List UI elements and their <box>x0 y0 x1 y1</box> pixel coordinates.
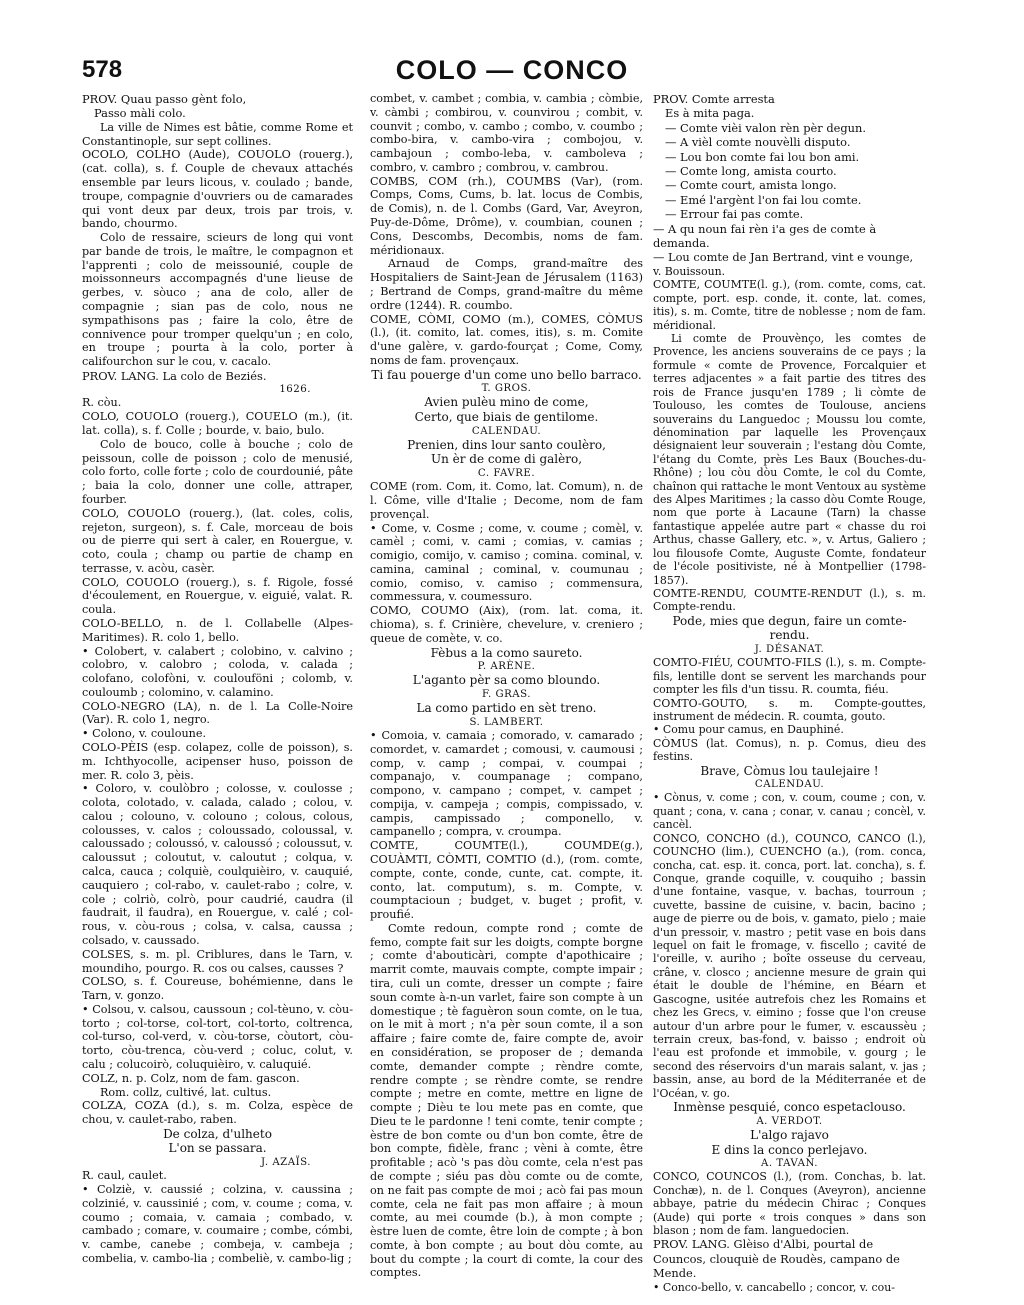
cross-reference-entry: • Comoia, v. camaia ; comorado, v. camarado ; comordet, v. camardet ; comousi, v. caumousi ; comp, v. camp ; compai, v. coumpai ; companajo, v. coumpanage ; compano, compono, v. campano ; compet, v. campet ; compija, v. campeja ; compis, compissado, v. campis, campissado ; componello, v. campanello ; compra, v. croumpa. <box>370 728 643 839</box>
entry-paragraph: Comte redoun, compte rond ; comte de femo, compte fait sur les doigts, compte borgne ; comte d'abouticàri, compte d'apothicaire ; marrit comte, mauvais compte, compte impair ; tira, culi un comte, dresser un compte ; faire soun comte à-n-un varlet, faire son compte à un domestique ; tè faguèron soun comte, on le tua, on le mit à mort ; n'a pèr soun comte, il a son affaire ; faire comte de, faire compte de, avoir en considération, se proposer de ; demanda comte, demander compte ; rèndre comte, rendre compte ; se rèndre comte, se rendre compte ; metre en comte, mettre en ligne de compte ; Dièu te lou mete pas en comte, que Dieu te le pardonne ! teni comte, tenir compte ; èstre de bon comte ou d'un bon comte, être de bon compte, fidèle, franc ; vèni à comte, être profitable ; acò 's pas dòu comte, cela n'est pas de compte ; siéu pas dòu comte ou de comte, on ne fait pas compte de moi ; acò fai pas moun comte, cela ne fait pas mon affaire ; à moun comte, au mei coumde (b.), à mon compte ; èstre luen de comte, être loin de compte ; à bon comte, à bon compte ; au bout dòu comte, au bout du compte ; la court di comte, la cour des comptes. <box>370 921 643 1280</box>
dictionary-entry: COLO, COUOLO (rouerg.), s. f. Rigole, fossé d'écoulement, en Rouergue, v. eiguié, valat. R. coula. <box>82 575 353 617</box>
citation-author: J. AZAÏS. <box>261 1157 311 1169</box>
citation-author: J. DÉSANAT. <box>754 644 825 656</box>
column-left <box>82 92 353 1266</box>
quotation-line: Avien pulèu mino de come, <box>424 395 589 410</box>
proverb-line: — Lou bon comte fai lou bon ami. <box>665 149 860 164</box>
dictionary-entry: COME (rom. Com, it. Como, lat. Comum), n. de l. Côme, ville d'Italie ; Decome, nom de fam provençal. <box>370 480 643 521</box>
citation-author: C. FAVRE. <box>477 468 536 479</box>
proverb-line: Es à mita paga. <box>665 106 755 121</box>
citation-author: A. VERDOT. <box>756 1115 823 1127</box>
dictionary-entry: COMO, COUMO (Aix), (rom. lat. coma, it. chioma), s. f. Crinière, chevelure, v. creniero ; queue de comète, v. co. <box>370 604 643 645</box>
dictionary-entry: CONCO, COUNCOS (l.), (rom. Conchas, b. lat. Conchæ), n. de l. Conques (Aveyron), ancienne abbaye, patrie du médecin Chirac ; Conques (Aude) qui porte « trois conques » dans son blason ; nom de fam. languedocien. <box>653 1170 926 1237</box>
quotation-line: Brave, Còmus lou taulejaire ! <box>700 763 879 778</box>
proverb-line: — A qu noun fai rèn i'a ges de comte à demanda. <box>653 221 877 251</box>
quotation-line: E dins la conco perlejavo. <box>711 1142 868 1157</box>
cross-reference-entry: • Colono, v. couloune. <box>82 727 207 741</box>
column-middle <box>370 92 643 1280</box>
citation-author: P. ARÈNE. <box>477 661 536 673</box>
proverb-line: PROV. LANG. Glèiso d'Albi, pourtal de Councos, clouquiè de Roudès, campano de Mende. <box>653 1237 900 1281</box>
entry-paragraph: Rom. collz, cultivé, lat. cultus. <box>100 1085 272 1099</box>
dictionary-entry: COLO, COUOLO (rouerg.), (lat. coles, colis, rejeton, surgeon), s. f. Cale, morceau de bois ou de pierre qui sert à caler, en Rouergue, v. coto, coula ; champ ou partie de champ en terrasse, v. acòu, casèr. <box>82 506 353 575</box>
entry-paragraph: Li comte de Prouvènço, les comtes de Provence, les anciens souverains de ce pays ; la formule « comte de Provence, Forcalquier et terres adjacentes » a fait partie des titres des rois de France jusqu'en 1789 ; li còmte de Toulouso, les comtes de Toulouse, anciens souverains du Languedoc ; Moussu lou comte, dénomination par laquelle les Provençaux désignaient leur souverain ; l'estang dòu Comte, l'étang du Comte, près Les Baux (Bouches-du-Rhône) ; lou còu dòu Comte, le col du Comte, chaînon qui rattache le mont Ventoux au système des Alpes Maritimes ; la casso dòu Comte Rouge, nom que porte à Lacaune (Tarn) la chasse fantastique appelée autre part « chasse du roi Arthus, chasse Gallery, etc. », v. Artus, Galiero ; lou filousofe Comte, Auguste Comte, fondateur de l'école positiviste, né à Montpellier (1798-1857). <box>653 331 926 587</box>
cross-reference-entry: • Comu pour camus, en Dauphiné. <box>653 723 844 737</box>
cross-reference-entry: • Come, v. Cosme ; come, v. coume ; comèl, v. camèl ; comi, v. cami ; comias, v. camias ; comigio, comijo, v. camiso ; comina. cominal, v. camina, caminal ; cominal, v. coumunau ; comio, comiso, v. camiso ; commensura, commessura, v. coumessuro. <box>370 521 643 604</box>
proverb-line: — Emé l'argènt l'on fai lou comte. <box>665 192 862 207</box>
quotation-line: L'on se passara. <box>168 1141 267 1156</box>
dictionary-entry: R. còu. <box>82 396 122 410</box>
quotation-line: L'algo rajavo <box>750 1127 829 1142</box>
quotation-line: Pode, mies que degun, faire un comte-rendu. <box>672 613 907 643</box>
entry-paragraph: La ville de Nimes est bâtie, comme Rome et Constantinople, sur sept collines. <box>82 120 353 148</box>
dictionary-entry: COLZ, n. p. Colz, nom de fam. gascon. <box>82 1071 300 1085</box>
quotation-line: De colza, d'ulheto <box>163 1126 272 1141</box>
entry-paragraph: Colo de ressaire, scieurs de long qui vont par bande de trois, le maître, le compagnon et l'apprenti ; colo de meissounié, couple de moissonneurs accompagnés d'une lieuse de gerbes, v. sòuco ; ana de colo, aller de compagnie ; sian pas de colo, nous ne sympathisons pas ; faire la colo, être de connivence pour tromper quelqu'un ; en colo, en troupe ; pourta à la colo, porter à califourchon sur le cou, v. cacalo. <box>82 231 353 369</box>
proverb-line: — Comte court, amista longo. <box>665 178 837 193</box>
citation-author: A. TAVAN. <box>761 1158 818 1170</box>
dictionary-entry: CÒMUS (lat. Comus), n. p. Comus, dieu des festins. <box>653 736 926 764</box>
dictionary-entry: CONCO, CONCHO (d.), COUNCO, CANCO (l.), COUNCHO (lim.), CUENCHO (a.), (rom. conca, concha, cat. esp. it. conca, port. lat. concha), s. f. Conque, grande coquille, v. couquiho ; bassin d'une fontaine, vasque, v. bachas, tourroun ; cuvette, bassine de cuisine, v. bacin, bacino ; auge de pierre ou de bois, v. gamato, pielo ; maie d'un pressoir, v. mastro ; petit vase en bois dans lequel on fait le fromage, v. fiscello ; cavité de l'oreille, v. auriho ; boîte osseuse du cerveau, crâne, v. closco ; ancienne mesure de grain qui était le double de l'hémine, en Béarn et Gascogne, usitée autrefois chez les Romains et chez les Grecs, v. eimino ; fosse que l'on creuse autour d'un arbre pour le fumer, v. escaussèu ; terrain creux, bas-fond, v. baisso ; endroit où l'eau est profonde et immobile, v. gourg ; le second des réservoirs d'un marais salant, v. jas ; bassin, anse, au bord de la Méditerranée et de l'Océan, v. go. <box>653 831 926 1100</box>
proverb-line: — Comte long, amista courto. <box>665 164 837 179</box>
page-number: 578 <box>82 56 123 83</box>
quotation-line: Un èr de come di galèro, <box>430 452 583 467</box>
dictionary-entry: COLZA, COZA (d.), s. m. Colza, espèce de chou, v. caulet-rabo, raben. <box>82 1099 353 1127</box>
column-right <box>653 92 926 1294</box>
quotation-line: L'aganto pèr sa como bloundo. <box>412 673 601 688</box>
cross-reference-entry: • Cònus, v. come ; con, v. coum, coume ; con, v. quant ; cona, v. cana ; conar, v. canau ; concèl, v. cancèl. <box>653 791 926 832</box>
quotation-line: La como partido en sèt treno. <box>416 701 597 716</box>
quotation-line: Prenien, dins lour santo coulèro, <box>407 437 606 452</box>
dictionary-entry: COMTO-FIÉU, COUMTO-FILS (l.), s. m. Compte-fils, lentille dont se servent les marchands pour compter les fils d'un tissu. R. coumta, fiéu. <box>653 656 926 697</box>
dictionary-entry: COLO-BELLO, n. de l. Collabelle (Alpes-Maritimes). R. colo 1, bello. <box>82 616 353 644</box>
dictionary-entry: COMTO-GOUTO, s. m. Compte-gouttes, instrument de médecin. R. coumta, gouto. <box>653 696 926 723</box>
proverb-line: — Errour fai pas comte. <box>665 207 804 222</box>
citation-author: CALENDAU. <box>471 425 542 437</box>
quotation-line: Certo, que biais de gentilome. <box>414 410 599 425</box>
dictionary-entry: COMBS, COM (rh.), COUMBS (Var), (rom. Comps, Coms, Cums, b. lat. locus de Combis, de Comis), n. de l. Combs (Gard, Var, Aveyron, Puy-de-Dôme, Drôme), v. coumbian, counen ; Cons, Descombs, Decombis, noms de fam. méridionaux. <box>370 174 643 257</box>
dictionary-entry: COLO, COUOLO (rouerg.), COUELO (m.), (it. lat. colla), s. f. Colle ; bourde, v. baio, bulo. <box>82 410 353 438</box>
dictionary-entry: COLO-PÈIS (esp. colapez, colle de poisson), s. m. Ichthyocolle, acipenser huso, poisson de mer. R. colo 3, pèis. <box>82 741 353 782</box>
quotation-line: Ti fau pouerge d'un come uno bello barraco. <box>371 367 642 382</box>
dictionary-entry: OCOLO, COLHO (Aude), COUOLO (rouerg.), (cat. colla), s. f. Couple de chevaux attachés ensemble par leurs licous, v. coulado ; bande, troupe, compagnie d'ouvriers ou de camarades qui vont deux par deux, trois par trois, v. bando, chourmo. <box>82 148 353 231</box>
proverb-line: PROV. LANG. La colo de Beziés. <box>82 368 267 383</box>
dictionary-entry: COLSES, s. m. pl. Criblures, dans le Tarn, v. moundiho, pourgo. R. cos ou calses, causses ? <box>82 947 353 975</box>
dictionary-entry: COMTE, COUMTE(l. g.), (rom. comte, coms, cat. compte, port. esp. conde, it. conte, lat. comes, itis), s. m. Comte, titre de noblesse ; nom de fam. méridional. <box>653 278 926 332</box>
dictionary-entry: COMTE, COUMTE(l.), COUMDE(g.), COUÀMTI, CÒMTI, COMTIO (d.), (rom. comte, compte, conte, conde, cunte, cat. compte, it. conto, lat. computum), s. m. Compte, v. coumptacioun ; budget, v. buget ; profit, v. proufié. <box>370 839 643 922</box>
proverb-line: — Comte vièi valon rèn pèr degun. <box>665 120 866 135</box>
proverb-line: PROV. Quau passo gènt folo, <box>82 92 247 106</box>
quotation-line: Inmènse pesquié, conco espetaclouso. <box>673 1100 906 1115</box>
cross-reference-entry: • Colsou, v. calsou, caussoun ; col-tèuno, v. còu-torto ; col-torse, col-tort, col-torto, coltrenca, col-turso, col-verd, v. còu-torse, còutort, còu-torto, còu-trenca, còu-verd ; coluc, colut, v. calu ; colucoirò, coluquièiro, v. caluquié. <box>82 1002 353 1071</box>
citation-author: T. GROS. <box>481 383 532 395</box>
citation-author: S. LAMBERT. <box>469 716 544 728</box>
dictionary-entry: COLO-NEGRO (LA), n. de l. La Colle-Noire (Var). R. colo 1, negro. <box>82 699 353 727</box>
proverb-line: — A vièl comte nouvèlli disputo. <box>665 135 851 150</box>
entry-paragraph: Arnaud de Comps, grand-maître des Hospitaliers de Saint-Jean de Jérusalem (1163) ; Bertrand de Comps, grand-maître du même ordre (1244). R. coumbo. <box>370 257 643 312</box>
dictionary-entry: R. caul, caulet. <box>82 1169 167 1183</box>
dictionary-entry: COME, CÒMI, COMO (m.), COMES, CÒMUS (l.), (it. comito, lat. comes, itis), s. m. Comite d'une galère, v. gardo-fourçat ; Come, Comy, noms de fam. provençaux. <box>370 312 643 367</box>
entry-paragraph: Colo de bouco, colle à bouche ; colo de peissoun, colle de poisson ; colo de menusié, colo forto, colle forte ; colo de courdounié, pâte ; baia la colo, donner une colle, attraper, fourber. <box>82 437 353 506</box>
proverb-line: Passo màli colo. <box>94 106 186 121</box>
dictionary-entry: combet, v. cambet ; combia, v. cambia ; còmbie, v. càmbi ; combirou, v. counvirou ; combit, v. counvit ; combo, v. cambo ; combo, v. coumbo ; combo-bira, v. cambo-vira ; combojou, v. cambajoun ; combo-leba, v. camboleva ; combro, v. cambro ; combrou, v. cambrou. <box>370 92 643 174</box>
dictionary-entry: COLSO, s. f. Coureuse, bohémienne, dans le Tarn, v. gonzo. <box>82 975 353 1003</box>
cross-reference-entry: • Colobert, v. calabert ; colobino, v. calvino ; colobro, v. calobro ; coloda, v. calada ; colofano, colofòni, v. coulouföni ; colomb, v. couloumb ; colomino, v. calamino. <box>82 644 353 699</box>
page-header <box>0 0 1024 90</box>
citation-author: 1626. <box>279 384 311 396</box>
cross-reference-entry: • Conco-bello, v. cancabello ; concor, v. cou- <box>653 1280 895 1294</box>
proverb-line: — Lou comte de Jan Bertrand, vint e vounge, <box>653 250 914 265</box>
quotation-line: Fèbus a la como saureto. <box>430 645 583 660</box>
cross-reference-entry: • Coloro, v. coulòbro ; colosse, v. coulosse ; colota, colotado, v. calada, calado ; colou, v. calou ; colouno, v. colouno ; colous, colous, colousses, v. calos ; coloussado, coloussal, v. caloussado ; coloussó, v. caloussó ; coloussut, v. caloussut ; coloutut, v. caloutut ; colqua, v. calca, cauca ; colquiè, coulquièiro, v. cauquié, cauquiero ; col-rabo, v. caulet-rabo ; colre, v. cole ; colriò, colrò, pour caudrié, caudra (il faudrait, il faudra), en Rouergue, v. calé ; col-rous, v. còu-rous ; colsa, v. calsa, caussa ; colsado, v. caussado. <box>82 782 353 947</box>
proverb-line: PROV. Comte arresta <box>653 92 775 106</box>
running-head: COLO — CONCO <box>395 55 629 85</box>
citation-author: CALENDAU. <box>754 779 825 791</box>
dictionary-entry: v. Bouissoun. <box>653 264 726 278</box>
dictionary-entry: COMTE-RENDU, COUMTE-RENDUT (l.), s. m. Compte-rendu. <box>653 587 926 614</box>
citation-author: F. GRAS. <box>482 688 531 700</box>
cross-reference-entry: • Colziè, v. caussié ; colzina, v. caussina ; colzinié, v. caussinié ; com, v. coume ; coma, v. coumo ; comaia, v. camaia ; combado, v. cambado ; comare, v. coumaire ; combe, cómbi, v. cambe, canebe ; combeja, v. cambeja ; combelia, v. cambo-lia ; combeliè, v. cambo-lig ; <box>82 1183 353 1265</box>
